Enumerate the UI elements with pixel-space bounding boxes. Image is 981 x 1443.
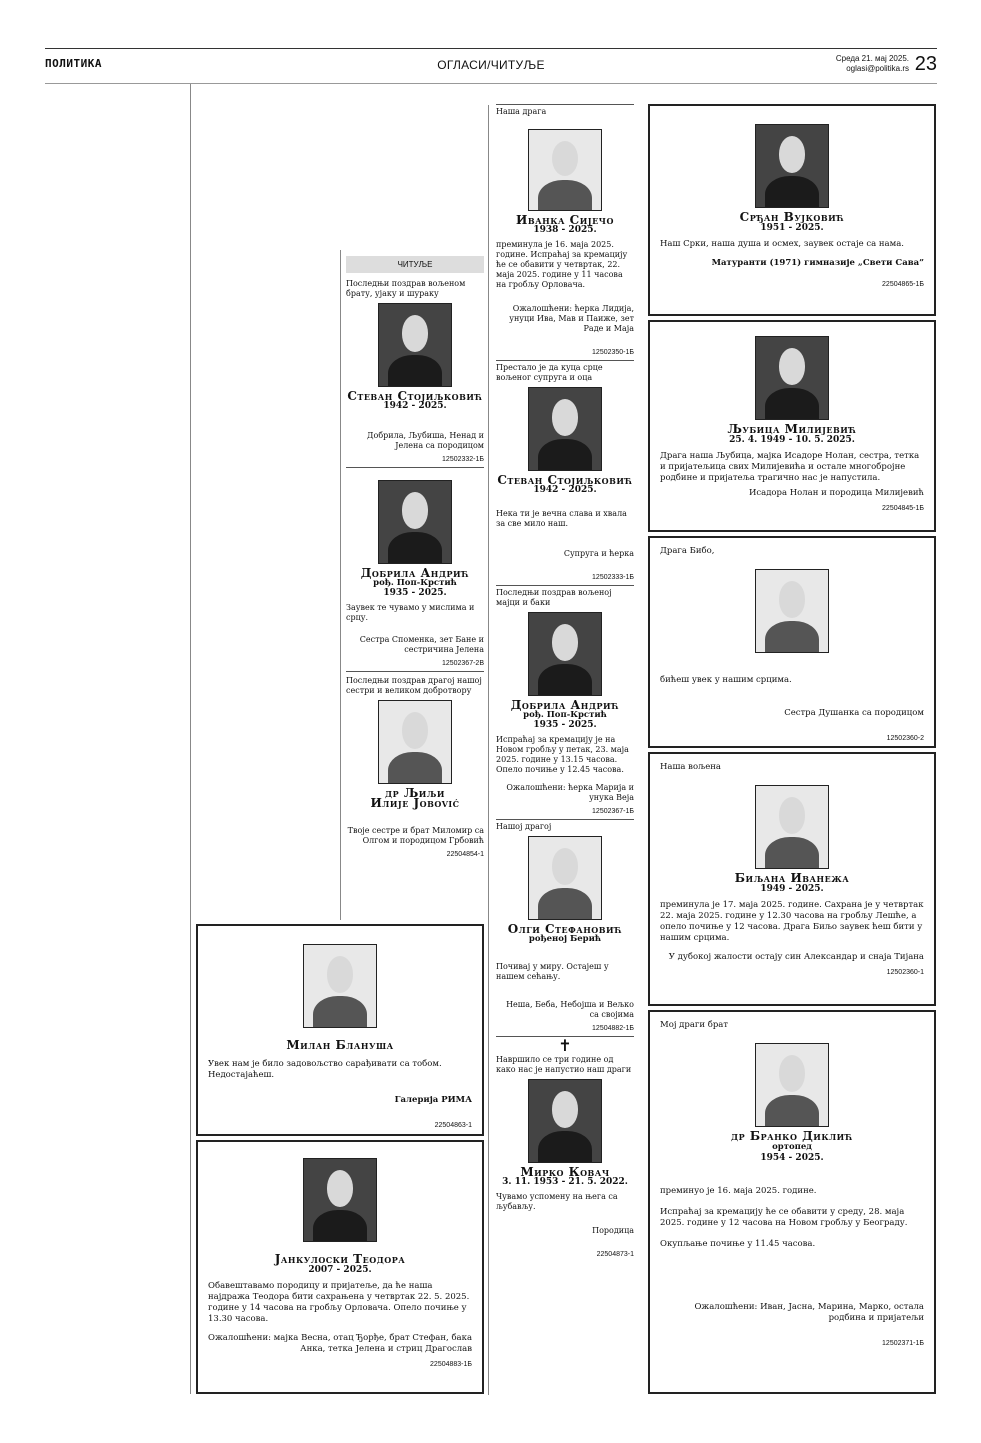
portrait-photo [303, 944, 377, 1028]
notice-signature: Сестра Душанка са породицом [784, 708, 924, 718]
portrait-photo [755, 569, 829, 653]
notice-intro: Престало је да куца срце вољеног супруга и оца [496, 363, 603, 382]
notice-text: Нека ти је вечна слава и хвала за све мило наш. [496, 509, 627, 528]
notice-intro: Драга Бибо, [660, 546, 715, 556]
notice-intro: Последњи поздрав драгој нашој сестри и великом добротвору [346, 676, 482, 695]
notice-signature: Добрила, Љубиша, Ненад и Јелена са породицом [367, 431, 484, 450]
ad-code: 22504863-1 [434, 1122, 472, 1129]
obituary-column-2 [496, 104, 634, 1262]
portrait-photo [755, 1043, 829, 1127]
notice-text: Испраћај за кремацију ће се обавити у среду, 28. маја 2025. године у 12 часова на Новом гробљу у Београду. [660, 1207, 908, 1228]
obituary-box [196, 924, 484, 1136]
ad-code: 12504882-1Б [496, 1024, 634, 1037]
notice-text: Увек нам је било задовољство сарађивати са тобом. Недостајаћеш. [208, 1059, 442, 1080]
obituary-box [648, 536, 936, 748]
obituary-notice [496, 1036, 634, 1262]
notice-signature: У дубокој жалости остају син Александар и снаја Тијана [668, 952, 924, 962]
life-dates: 1942 - 2025. [383, 401, 447, 411]
notice-signature: Ожалошћени: ћерка Марија и унука Веја [506, 783, 634, 802]
notice-signature: Исадора Нолан и породица Милијевић [748, 488, 924, 498]
portrait-photo [755, 785, 829, 869]
notice-intro: Мој драги брат [660, 1020, 729, 1030]
ad-code: 12502333-1Б [496, 573, 634, 586]
maiden-name: рођ. Поп-Крстић [523, 710, 607, 720]
obituary-notice [346, 277, 484, 468]
portrait-photo [378, 303, 452, 387]
section-title: ОГЛАСИ/ЧИТУЉЕ [437, 58, 545, 72]
portrait-photo [528, 129, 602, 211]
deceased-name: Иванка Сијечо [516, 213, 614, 227]
portrait-photo [378, 480, 452, 564]
deceased-name: др Бранко Диклић [731, 1129, 853, 1143]
notice-text: Испраћај за кремацију је на Новом гробљу у петак, 23. маја 2025. године у 13.15 часова. Опело почиње у 12.45 часова. [496, 735, 629, 774]
left-margin-rule [190, 84, 191, 1394]
obituary-box [648, 320, 936, 532]
deceased-name: Добрила Андрић [360, 566, 470, 580]
ad-code: 22504873-1 [596, 1251, 634, 1258]
obituary-box [196, 1140, 484, 1394]
portrait-photo [303, 1158, 377, 1242]
ad-code: 12502367-1Б [496, 807, 634, 820]
notice-signature: Сестра Споменка, зет Бане и сестричина Јелена [359, 635, 484, 654]
notice-text: Заувек те чувамо у мислима и срцу. [346, 603, 475, 622]
life-dates: 1935 - 2025. [533, 720, 597, 730]
portrait-photo [755, 336, 829, 420]
deceased-name: Биљана Иванежа [734, 871, 850, 885]
obituary-notice [346, 480, 484, 672]
ad-code: 22504865-1Б [882, 281, 924, 288]
life-dates: 1942 - 2025. [533, 485, 597, 495]
notice-intro: Наша драга [496, 107, 547, 116]
newspaper-logo: ПОЛИТИКА [45, 57, 102, 70]
notice-signature: Неша, Беба, Небојша и Вељко са својима [506, 1000, 634, 1019]
life-dates: 2007 - 2025. [308, 1265, 372, 1275]
life-dates: 3. 11. 1953 - 21. 5. 2022. [502, 1177, 628, 1187]
page-header [45, 48, 937, 84]
issue-date: Среда 21. мај 2025. [835, 54, 909, 63]
ad-code: 12502360-1 [886, 969, 924, 976]
notice-signature: Ожалошћени: ћерка Лидија, унуци Ива, Мав и Паиже, зет Раде и Маја [509, 304, 634, 333]
notice-text: преминуо је 16. маја 2025. године. [660, 1186, 817, 1196]
portrait-photo [528, 612, 602, 696]
obituary-notice [496, 820, 634, 1037]
deceased-name: Стеван Стојиљковић [497, 473, 633, 487]
notice-intro: Навршило се три године од како нас је напустио наш драги [496, 1055, 632, 1074]
obituary-box [648, 752, 936, 1006]
obituary-notice [496, 586, 634, 820]
column-rule [488, 105, 489, 1395]
ad-code: 12502360-2 [886, 735, 924, 742]
obituary-box [648, 104, 936, 316]
notice-text: Окупљање почиње у 11.45 часова. [660, 1239, 816, 1249]
notice-signature: Твоје сестре и брат Миломир са Олгом и породицом Грбовић [347, 826, 484, 845]
deceased-name: др Љиљи [385, 786, 445, 800]
notice-intro: Последњи поздрав вољеном брату, ујаку и шураку [346, 279, 466, 298]
life-dates: 1938 - 2025. [533, 225, 597, 235]
ad-code: 12502367-2В [346, 659, 484, 672]
obituary-notice [496, 105, 634, 361]
deceased-name: Јанкулоски Теодора [274, 1252, 406, 1266]
deceased-name-line2: Илије Јовović [370, 796, 460, 810]
notice-text: Чувамо успомену на њега са љубављу. [496, 1192, 618, 1211]
deceased-name: Стеван Стојиљковић [347, 389, 483, 403]
notice-intro: Последњи поздрав вољеној мајци и баки [496, 588, 612, 607]
obituary-box [648, 1010, 936, 1394]
obituary-notice [496, 361, 634, 586]
notice-signature: Породица [592, 1226, 634, 1235]
ad-code: 22504854-1 [446, 851, 484, 858]
notice-text: преминула је 17. маја 2025. године. Сахрана је у четвртак 22. маја 2025. године у 12.30 часова на гробљу Лешће, а опело почиње у 12 часова. Драга Биљо заувек ћеш бити у нашим срцима. [660, 900, 924, 943]
maiden-name: рођеној Берић [528, 934, 602, 944]
ad-code: 12502371-1Б [882, 1340, 924, 1347]
life-dates: 1954 - 2025. [760, 1153, 824, 1163]
obituary-column-1 [346, 256, 484, 862]
orthodox-cross-icon: ✝ [558, 1036, 572, 1055]
portrait-photo [528, 1079, 602, 1163]
deceased-name: Мирко Ковач [520, 1165, 610, 1179]
deceased-name: Добрила Андрић [510, 698, 620, 712]
profession: ортопед [772, 1142, 812, 1152]
page-number: 23 [914, 53, 937, 75]
ad-code: 22504845-1Б [882, 505, 924, 512]
notice-text: Драга наша Љубица, мајка Исадоре Нолан, сестра, тетка и пријатељица свих Милијевића и осталe многобројне родбине и пријатеља трагично нас је напустила. [660, 451, 920, 483]
column-rule [340, 250, 341, 920]
notice-text: преминула је 16. маја 2025. године. Испраћај за кремацију ће се обавити у четвртак, 22. маја 2025. године у 11 часова на гробљу Орловача. [496, 240, 628, 289]
notice-text: Обавештавамо породицу и пријатеље, да ће наша најдража Теодора бити сахрањена у четвртак 22. 5. 2025. године у 14 часова на гробљу Орловача. Опело почиње у 13.30 часова. [208, 1281, 470, 1324]
portrait-photo [755, 124, 829, 208]
notice-text: Почивај у миру. Остајеш у нашем сећању. [496, 962, 609, 981]
ad-code: 12502350-1Б [496, 348, 634, 361]
deceased-name: Љубица Милијевић [727, 422, 857, 436]
maiden-name: рођ. Поп-Крстић [373, 578, 457, 588]
header-date-block [836, 54, 909, 74]
contact-email[interactable]: oglasi@politika.rs [846, 64, 909, 73]
notice-intro: Наша вољена [660, 762, 721, 772]
life-dates: 25. 4. 1949 - 10. 5. 2025. [729, 435, 855, 445]
ad-code: 12502332-1Б [346, 455, 484, 468]
notice-text: бићеш увек у нашим срцима. [660, 675, 792, 685]
portrait-photo [528, 836, 602, 920]
life-dates: 1951 - 2025. [760, 223, 824, 233]
portrait-photo [378, 700, 452, 784]
portrait-photo [528, 387, 602, 471]
notice-intro: Нашој драгој [496, 822, 552, 831]
notice-signature: Ожалошћени: Иван, Јасна, Марина, Марко, остала родбина и пријатељи [694, 1302, 924, 1323]
obituary-notice [346, 674, 484, 862]
notice-signature: Галерија РИМА [394, 1095, 472, 1105]
deceased-name: Олги Стефановић [507, 922, 623, 936]
life-dates: 1949 - 2025. [760, 884, 824, 894]
notice-signature: Супруга и ћерка [563, 549, 634, 558]
notice-signature: Ожалошћени: мајка Весна, отац Ђорђе, брат Стефан, бака Анка, тетка Јелена и стриц Драгослав [208, 1333, 473, 1354]
ad-code: 22504883-1Б [430, 1361, 472, 1368]
notice-text: Наш Срки, наша душа и осмех, заувек остаје са нама. [660, 239, 905, 249]
deceased-name: Милан Блануша [286, 1038, 394, 1052]
deceased-name: Срђан Вујковић [739, 210, 845, 224]
life-dates: 1935 - 2025. [383, 588, 447, 598]
category-label: ЧИТУЉЕ [346, 256, 484, 273]
notice-signature: Матуранти (1971) гимназије „Свети Сава” [711, 258, 924, 268]
